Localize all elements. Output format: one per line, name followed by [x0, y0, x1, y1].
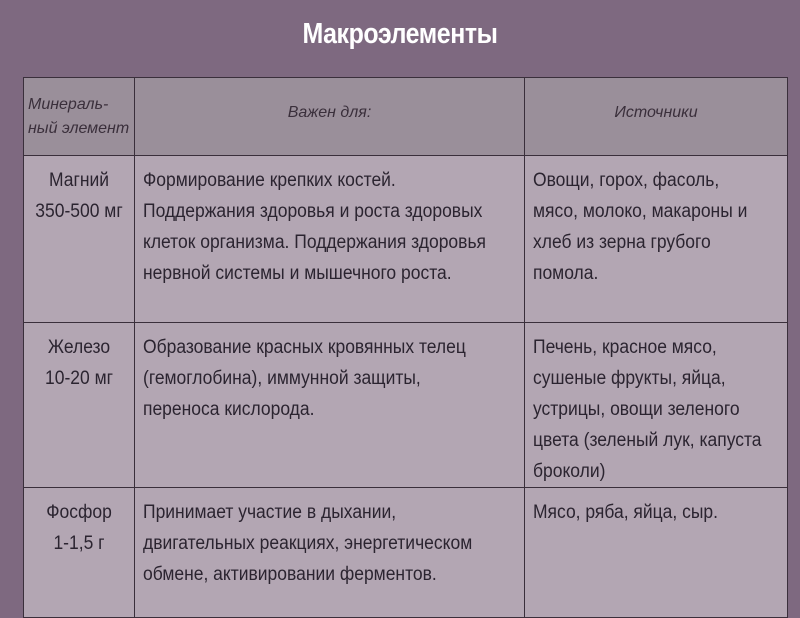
importance-line: (гемоглобина), иммунной защиты, [143, 368, 421, 389]
sources-line: сушеные фрукты, яйца, [533, 368, 726, 389]
header-sources: Источники [525, 78, 788, 156]
mineral-cell [24, 488, 135, 618]
importance-cell [135, 488, 525, 618]
importance-line: Поддержания здоровья и роста здоровых [143, 201, 483, 222]
importance-line: Принимает участие в дыхании, [143, 502, 397, 523]
mineral-cell [24, 156, 135, 323]
header-mineral-line: Минераль- [28, 95, 109, 113]
mineral-cell [24, 323, 135, 488]
mineral-dose: 1-1,5 г [53, 533, 105, 554]
sources-line: Печень, красное мясо, [533, 337, 717, 358]
table-row [24, 488, 788, 618]
importance-line: Образование красных кровянных телец [143, 337, 466, 358]
importance-line: двигательных реакциях, энергетическом [143, 533, 473, 554]
importance-line: обмене, активировании ферментов. [143, 564, 437, 585]
sources-line: хлеб из зерна грубого [533, 232, 711, 253]
mineral-name: Фосфор [46, 502, 112, 523]
sources-line: помола. [533, 263, 599, 284]
macroelements-table [23, 77, 788, 618]
importance-line: нервной системы и мышечного роста. [143, 263, 452, 284]
header-mineral-line: ный элемент [28, 119, 130, 137]
importance-line: клеток организма. Поддержания здоровья [143, 232, 487, 253]
table-row [24, 156, 788, 323]
importance-cell [135, 156, 525, 323]
sources-line: цвета (зеленый лук, капуста [533, 430, 762, 451]
header-mineral [24, 78, 135, 156]
sources-line: Овощи, горох, фасоль, [533, 170, 720, 191]
header-important: Важен для: [135, 78, 525, 156]
mineral-dose: 350-500 мг [35, 201, 123, 222]
importance-line: Формирование крепких костей. [143, 170, 396, 191]
slide-title: Макроэлементы [302, 18, 498, 50]
importance-cell [135, 323, 525, 488]
sources-cell [525, 156, 788, 323]
sources-line: Мясо, ряба, яйца, сыр. [533, 502, 718, 523]
mineral-name: Железо [47, 337, 111, 358]
sources-cell [525, 488, 788, 618]
mineral-name: Магний [48, 170, 110, 191]
sources-line: броколи) [533, 461, 606, 482]
sources-line: устрицы, овощи зеленого [533, 399, 740, 420]
sources-line: мясо, молоко, макароны и [533, 201, 748, 222]
mineral-dose: 10-20 мг [45, 368, 113, 389]
table-row [24, 323, 788, 488]
sources-cell [525, 323, 788, 488]
importance-line: переноса кислорода. [143, 399, 315, 420]
table-header-row [24, 78, 788, 156]
